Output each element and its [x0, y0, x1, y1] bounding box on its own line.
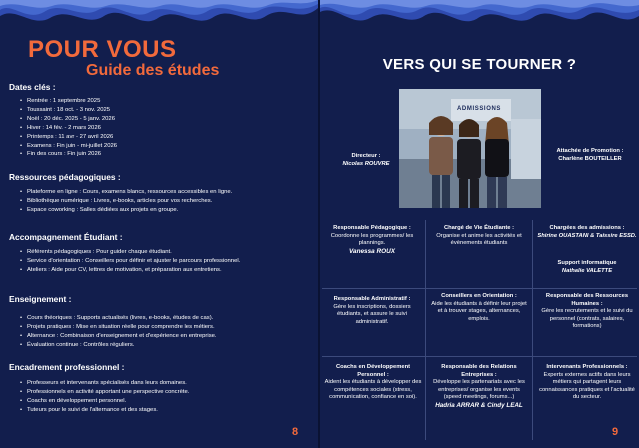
section-heading-ressources: Ressources pédagogiques : [9, 172, 121, 182]
list-item: • Toussaint : 18 oct. - 3 nov. 2025 [20, 106, 117, 115]
section-heading-enseignement: Enseignement : [9, 294, 72, 304]
role-description: Aide les étudiants à définir leur projet et à trouver stages, alternances, emplois. [431, 300, 527, 322]
list-item: • Coachs en développement personnel. [20, 397, 189, 406]
dates-list [20, 97, 117, 159]
encadrement-list [20, 379, 189, 415]
wave-decoration [320, 0, 639, 30]
role-description: Aident les étudiants à développer des compétences sociales (stress, communication, confiance en soi). [324, 379, 422, 401]
role-title: Attachée de Promotion : [556, 148, 624, 154]
role-description: Développe les partenariats avec les entreprises/ organise les events (speed meetings, forums...) [433, 379, 525, 401]
relations-entreprises-block [430, 364, 528, 411]
rh-block [536, 293, 638, 331]
person-name: Vanessa ROUX [349, 247, 395, 255]
grid-divider [425, 220, 426, 440]
role-title: Responsable Administratif : [333, 296, 411, 302]
list-item: • Plateforme en ligne : Cours, examens blancs, ressources accessibles en ligne. [20, 188, 232, 197]
role-title: Support informatique [557, 260, 617, 266]
role-title: Coachs en Développement Personnel : [335, 364, 411, 378]
team-photo [399, 89, 541, 208]
role-title: Responsable des Relations Entreprises : [441, 364, 517, 378]
section-heading-dates: Dates clés : [9, 82, 56, 92]
admissions-sign: ADMISSIONS [457, 106, 502, 112]
list-item: • Ateliers : Aide pour CV, lettres de motivation, et préparation aux entretiens. [20, 266, 240, 275]
role-title: Directeur : [351, 153, 381, 159]
director-block [330, 153, 402, 168]
orientation-block [430, 293, 528, 323]
intervenants-block [536, 364, 638, 402]
list-item: • Professeurs et intervenants spécialisés dans leurs domaines. [20, 379, 189, 388]
right-page [320, 0, 639, 448]
role-title: Chargées des admissions : [549, 225, 625, 231]
list-item: • Noël : 20 déc. 2025 - 5 janv. 2026 [20, 115, 117, 124]
role-description: Coordonne les programmes/ les plannings. [330, 232, 414, 247]
grid-divider [322, 356, 637, 357]
list-item: • Fin des cours : Fin juin 2026 [20, 150, 117, 159]
list-item: • Hiver : 14 fév. - 2 mars 2026 [20, 124, 117, 133]
admissions-block [536, 225, 638, 240]
list-item: • Professionnels en activité apportant une perspective concrète. [20, 388, 189, 397]
role-title: Conseillers en Orientation : [441, 293, 517, 299]
list-item: • Référents pédagogiques : Pour guider chaque étudiant. [20, 248, 240, 257]
person-name: Shirine OUASTANI & Taissire ESSD. [537, 232, 637, 239]
role-title: Chargé de Vie Étudiante : [443, 225, 515, 231]
list-item: • Alternance : Combinaison d'enseignement et d'expérience en entreprise. [20, 332, 217, 341]
list-item: • Espace coworking : Salles dédiées aux projets en groupe. [20, 206, 232, 215]
accompagnement-list [20, 248, 240, 275]
list-item: • Évaluation continue : Contrôles réguliers. [20, 341, 217, 350]
role-title: Responsable des Ressources Humaines : [545, 293, 629, 307]
left-page [0, 0, 318, 448]
grid-divider [532, 220, 533, 440]
list-item: • Examens : Fin juin - mi-juillet 2026 [20, 142, 117, 151]
list-item: • Rentrée : 1 septembre 2025 [20, 97, 117, 106]
vie-etudiante-block [430, 225, 528, 248]
promotion-block [546, 148, 634, 163]
person-name: Charlène BOUTEILLER [558, 155, 622, 162]
page-title: VERS QUI SE TOURNER ? [382, 56, 577, 73]
section-heading-encadrement: Encadrement professionnel : [9, 362, 125, 372]
support-info-block [536, 260, 638, 275]
administratif-block [320, 296, 424, 326]
wave-decoration [0, 0, 318, 30]
section-heading-accompagnement: Accompagnement Étudiant : [9, 232, 123, 242]
person-name: Nathalie VALETTE [561, 267, 613, 274]
role-description: Gère les inscriptions, dossiers étudiants, et assure le suivi administratif. [333, 303, 411, 325]
grid-divider [322, 288, 637, 289]
list-item: • Tuteurs pour le suivi de l'alternance et des stages. [20, 406, 189, 415]
list-item: • Projets pratiques : Mise en situation réelle pour comprendre les métiers. [20, 323, 217, 332]
list-item: • Bibliothèque numérique : Livres, e-books, articles pour vos recherches. [20, 197, 232, 206]
role-title: Intervenants Professionnels : [546, 364, 628, 370]
pedagogique-block [320, 225, 424, 256]
role-description: Gère les recrutements et le suivi du personnel (contrats, salaires, formations) [541, 308, 633, 330]
list-item: • Cours théoriques : Supports actualisés (livres, e-books, études de cas). [20, 314, 217, 323]
role-description: Experts externes actifs dans leurs métiers qui partagent leurs connaissances pratiques et l'actualité du secteur. [539, 371, 635, 401]
list-item: • Printemps : 11 avr - 27 avril 2026 [20, 133, 117, 142]
role-description: Organise et anime les activités et évènements étudiants [436, 232, 522, 247]
list-item: • Service d'orientation : Conseillers pour définir et ajuster le parcours professionnel. [20, 257, 240, 266]
ressources-list [20, 188, 232, 215]
person-name: Hadria ARRAR & Cindy LEAL [435, 401, 523, 409]
coach-block [322, 364, 424, 402]
person-name: Nicolas ROUVRE [342, 160, 390, 167]
role-title: Responsable Pédagogique : [333, 225, 411, 231]
page-title: POUR VOUS [28, 36, 177, 63]
page-subtitle: Guide des études [86, 62, 220, 79]
page-number: 9 [612, 426, 619, 438]
enseignement-list [20, 314, 217, 350]
page-number: 8 [292, 426, 299, 438]
